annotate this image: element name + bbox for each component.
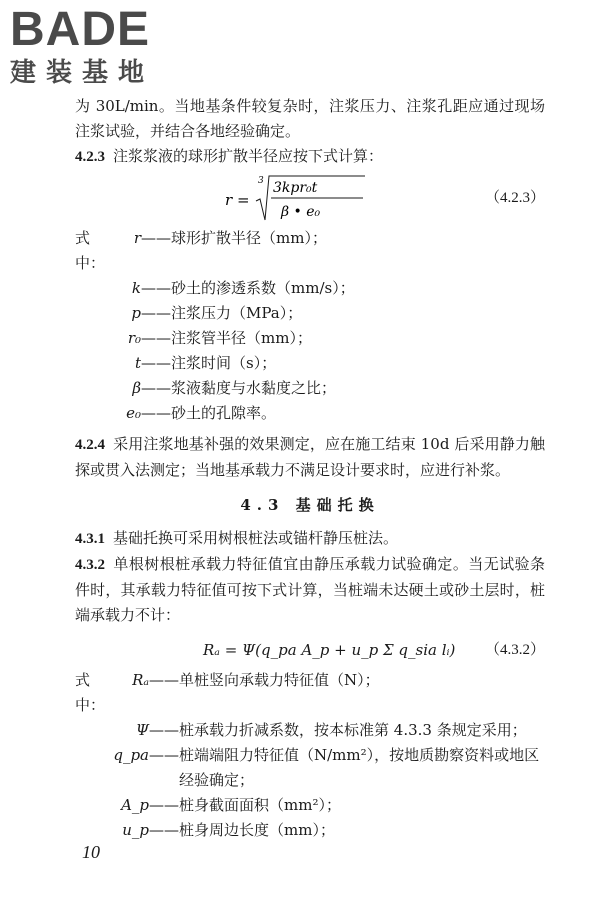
definition-symbol: p (131, 304, 141, 322)
definition-text: 桩身周边长度（mm）； (179, 821, 335, 839)
formula-4-3-2 (75, 632, 545, 668)
formula-numerator: 3kpr₀t (273, 180, 318, 196)
definition-text: 注浆压力（MPa）； (171, 304, 303, 322)
formula-lhs: r = (225, 191, 250, 209)
em-dash: —— (141, 379, 171, 397)
definition-text: 浆液黏度与水黏度之比； (171, 379, 337, 397)
clause-text: 单根树根桩承载力特征值宜由静压承载力试验确定。当无试验条件时，其承载力特征值可按下式计算，当桩端未达硬土或砂土层时，桩端承载力不计： (75, 555, 545, 624)
definition-row (75, 743, 545, 793)
definition-symbol: k (131, 279, 141, 297)
definition-text: 球形扩散半径（mm）； (171, 229, 327, 247)
definition-row (75, 226, 545, 276)
definition-text: 单桩竖向承载力特征值（N）； (179, 671, 380, 689)
clause-number: 4.2.3 (75, 149, 105, 165)
definition-symbol: r (133, 229, 141, 247)
formula-number: （4.2.3） (484, 190, 545, 206)
definitions-4-3-2 (75, 668, 545, 843)
clause-text: 基础托换可采用树根桩法或锚杆静压桩法。 (113, 529, 399, 547)
definition-symbol: Rₐ (132, 671, 149, 689)
definition-row (75, 301, 545, 326)
formula-root-index: 3 (258, 176, 264, 186)
document-body (75, 94, 545, 843)
definition-row (75, 376, 545, 401)
definition-row (75, 718, 545, 743)
clause-4-2-3 (75, 144, 545, 170)
em-dash: —— (149, 671, 179, 689)
clause-number: 4.2.4 (75, 437, 105, 453)
logo-latin-text: BADE (10, 3, 151, 56)
definition-row (75, 793, 545, 818)
definition-text: 桩端端阻力特征值（N/mm²），按地质勘察资料或地区经验确定； (179, 746, 540, 789)
em-dash: —— (141, 329, 171, 347)
continued-paragraph: 为 30L/min。当地基条件较复杂时，注浆压力、注浆孔距应通过现场注浆试验，并结合各地经验确定。 (75, 97, 545, 140)
em-dash: —— (141, 404, 171, 422)
formula-denominator: β • e₀ (281, 204, 321, 220)
formula-4-2-3 (75, 170, 545, 226)
clause-4-3-1 (75, 526, 545, 552)
section-heading: 4.3 基础托换 (240, 496, 380, 514)
bade-logo (10, 3, 155, 88)
em-dash: —— (141, 354, 171, 372)
em-dash: —— (149, 821, 179, 839)
formula-number: （4.3.2） (484, 642, 545, 658)
definition-symbol: e₀ (126, 404, 141, 422)
definition-row (75, 401, 545, 426)
clause-text: 采用注浆地基补强的效果测定，应在施工结束 10d 后采用静力触探或贯入法测定；当地基承载力不满足设计要求时，应进行补浆。 (75, 435, 545, 479)
em-dash: —— (149, 746, 179, 764)
clause-number: 4.3.1 (75, 531, 105, 547)
definition-symbol: q_pa (113, 746, 149, 764)
where-label: 式中： (75, 229, 106, 272)
definitions-4-2-3 (75, 226, 545, 426)
em-dash: —— (141, 279, 171, 297)
clause-4-3-2 (75, 552, 545, 628)
definition-row (75, 818, 545, 843)
logo-cjk-text: 建装基地 (10, 58, 155, 88)
definition-row (75, 351, 545, 376)
clause-4-2-4 (75, 432, 545, 483)
em-dash: —— (149, 721, 179, 739)
definition-text: 桩承载力折减系数，按本标准第 4.3.3 条规定采用； (179, 721, 527, 739)
definition-text: 注浆管半径（mm）； (171, 329, 312, 347)
definition-symbol: r₀ (127, 329, 141, 347)
where-label: 式中： (75, 671, 106, 714)
definition-symbol: Ψ (135, 721, 149, 739)
formula-4-2-3-graphic (225, 172, 415, 226)
definition-text: 注浆时间（s）； (171, 354, 277, 372)
definition-symbol: t (134, 354, 141, 372)
em-dash: —— (141, 229, 171, 247)
clause-number: 4.3.2 (75, 557, 105, 573)
em-dash: —— (149, 796, 179, 814)
page-number: 10 (82, 842, 100, 862)
definition-text: 砂土的渗透系数（mm/s）； (171, 279, 355, 297)
definition-row (75, 276, 545, 301)
clause-text: 注浆浆液的球形扩散半径应按下式计算： (113, 147, 384, 165)
definition-symbol: A_p (121, 796, 149, 814)
formula-expression: Rₐ = Ψ(q_pa A_p + u_p Σ q_sia lᵢ) (203, 641, 456, 659)
definition-text: 砂土的孔隙率。 (171, 404, 277, 422)
definition-row (75, 668, 545, 718)
definition-row (75, 326, 545, 351)
definition-text: 桩身截面面积（mm²）； (179, 796, 341, 814)
definition-symbol: β (132, 379, 141, 397)
definition-symbol: u_p (122, 821, 149, 839)
em-dash: —— (141, 304, 171, 322)
